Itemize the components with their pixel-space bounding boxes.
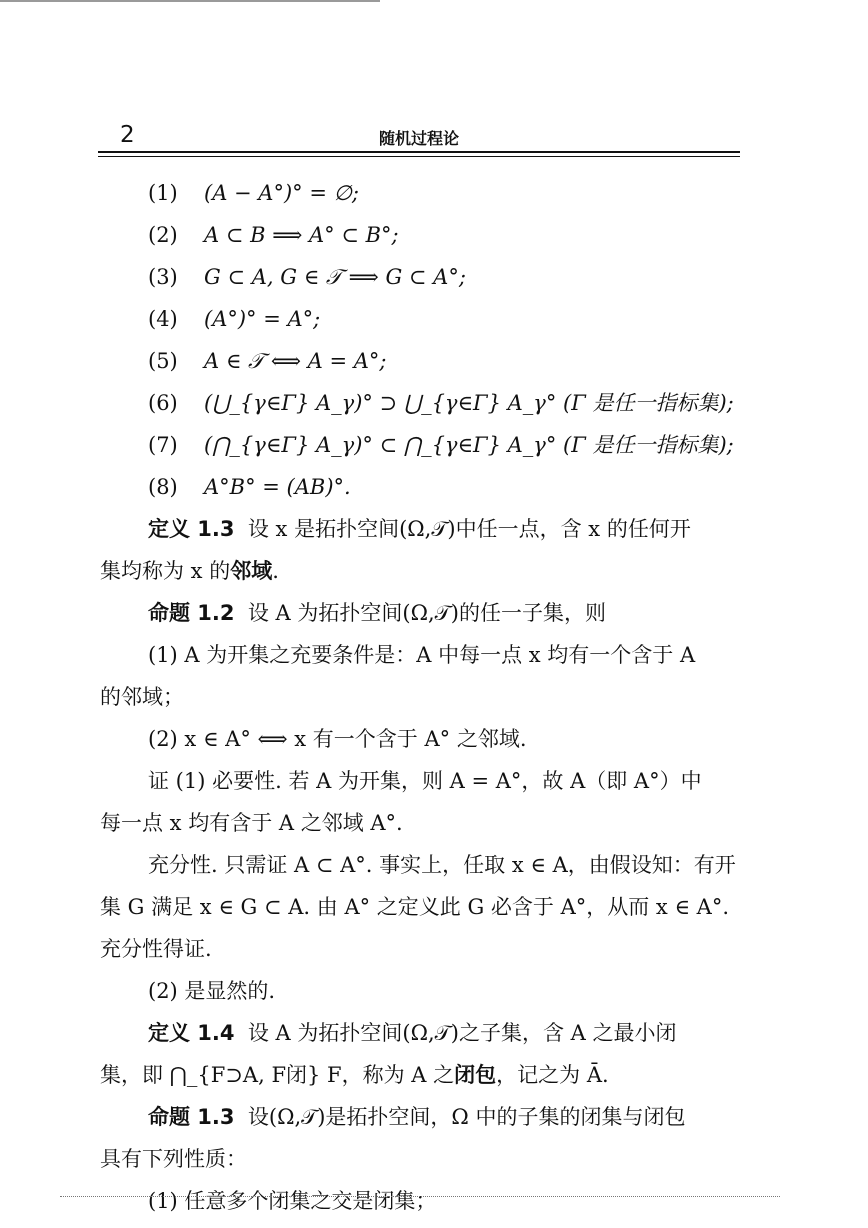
page-body — [100, 172, 740, 1222]
defined-term: 闭包 — [454, 1062, 497, 1087]
proposition-item: (1) 任意多个闭集之交是闭集； — [148, 1189, 437, 1213]
property-item: (8) A°B° = (AB)°. — [148, 475, 351, 499]
proposition-1-3 — [100, 1096, 740, 1222]
proposition-item: (2) x ∈ A° ⟺ x 有一个含于 A° 之邻域. — [148, 727, 527, 751]
proposition-item-continued: 的邻域； — [100, 685, 184, 709]
property-list — [100, 172, 740, 508]
scan-bottom-edge — [60, 1196, 780, 1198]
proof-line: 充分性. 只需证 A ⊂ A°. 事实上，任取 x ∈ A，由假设知：有开 — [148, 853, 736, 877]
page-number: 2 — [120, 122, 135, 148]
definition-text: 设 x 是拓扑空间(Ω,𝒯)中任一点，含 x 的任何开 — [247, 517, 691, 541]
property-item: (3) G ⊂ A, G ∈ 𝒯 ⟹ G ⊂ A°; — [148, 265, 466, 289]
definition-label: 定义 1.3 — [148, 517, 235, 541]
property-item: (4) (A°)° = A°; — [148, 307, 321, 331]
proposition-text: 设(Ω,𝒯)是拓扑空间，Ω 中的子集的闭集与闭包 — [247, 1105, 686, 1129]
proposition-1-2 — [100, 592, 740, 760]
proposition-label: 命题 1.3 — [148, 1105, 235, 1129]
property-item: (5) A ∈ 𝒯 ⟺ A = A°; — [148, 349, 387, 373]
proposition-text-continued: 具有下列性质： — [100, 1147, 247, 1171]
proposition-label: 命题 1.2 — [148, 601, 235, 625]
definition-1-3: 定义 1.3 设 x 是拓扑空间(Ω,𝒯)中任一点，含 x 的任何开 集均称为 x 的邻域. — [100, 517, 691, 583]
property-item: (6) (⋃_{γ∈Γ} A_γ)° ⊃ ⋃_{γ∈Γ} A_γ° (Γ 是任一指标集); — [148, 391, 734, 415]
definition-1-4: 定义 1.4 设 A 为拓扑空间(Ω,𝒯)之子集，含 A 之最小闭 集，即 ⋂_{F⊃A, F闭} F，称为 A 之闭包，记之为 Ā. — [100, 1021, 677, 1087]
scan-edge-line — [0, 0, 380, 2]
property-item: (1) (A − A°)° = ∅; — [148, 181, 359, 205]
proof-line: 充分性得证. — [100, 937, 212, 961]
page-header — [100, 120, 738, 160]
proposition-item: (1) A 为开集之充要条件是：A 中每一点 x 均有一个含于 A — [148, 643, 696, 667]
property-item: (7) (⋂_{γ∈Γ} A_γ)° ⊂ ⋂_{γ∈Γ} A_γ° (Γ 是任一指标集); — [148, 433, 734, 457]
defined-term: 邻域 — [230, 558, 273, 583]
proof-line: 证 (1) 必要性. 若 A 为开集，则 A = A°，故 A（即 A°）中 — [148, 769, 702, 793]
proof-line: (2) 是显然的. — [148, 979, 276, 1003]
proposition-text: 设 A 为拓扑空间(Ω,𝒯)的任一子集，则 — [247, 601, 606, 625]
header-rule-thick — [98, 151, 740, 153]
proof-line: 集 G 满足 x ∈ G ⊂ A. 由 A° 之定义此 G 必含于 A°，从而 x ∈ A°. — [100, 895, 730, 919]
running-title: 随机过程论 — [378, 129, 459, 148]
header-rule-thin — [98, 156, 740, 157]
definition-text: 设 A 为拓扑空间(Ω,𝒯)之子集，含 A 之最小闭 — [247, 1021, 677, 1045]
property-item: (2) A ⊂ B ⟹ A° ⊂ B°; — [148, 223, 399, 247]
proof-line: 每一点 x 均有含于 A 之邻域 A°. — [100, 811, 403, 835]
proof — [100, 760, 740, 1012]
definition-label: 定义 1.4 — [148, 1021, 235, 1045]
